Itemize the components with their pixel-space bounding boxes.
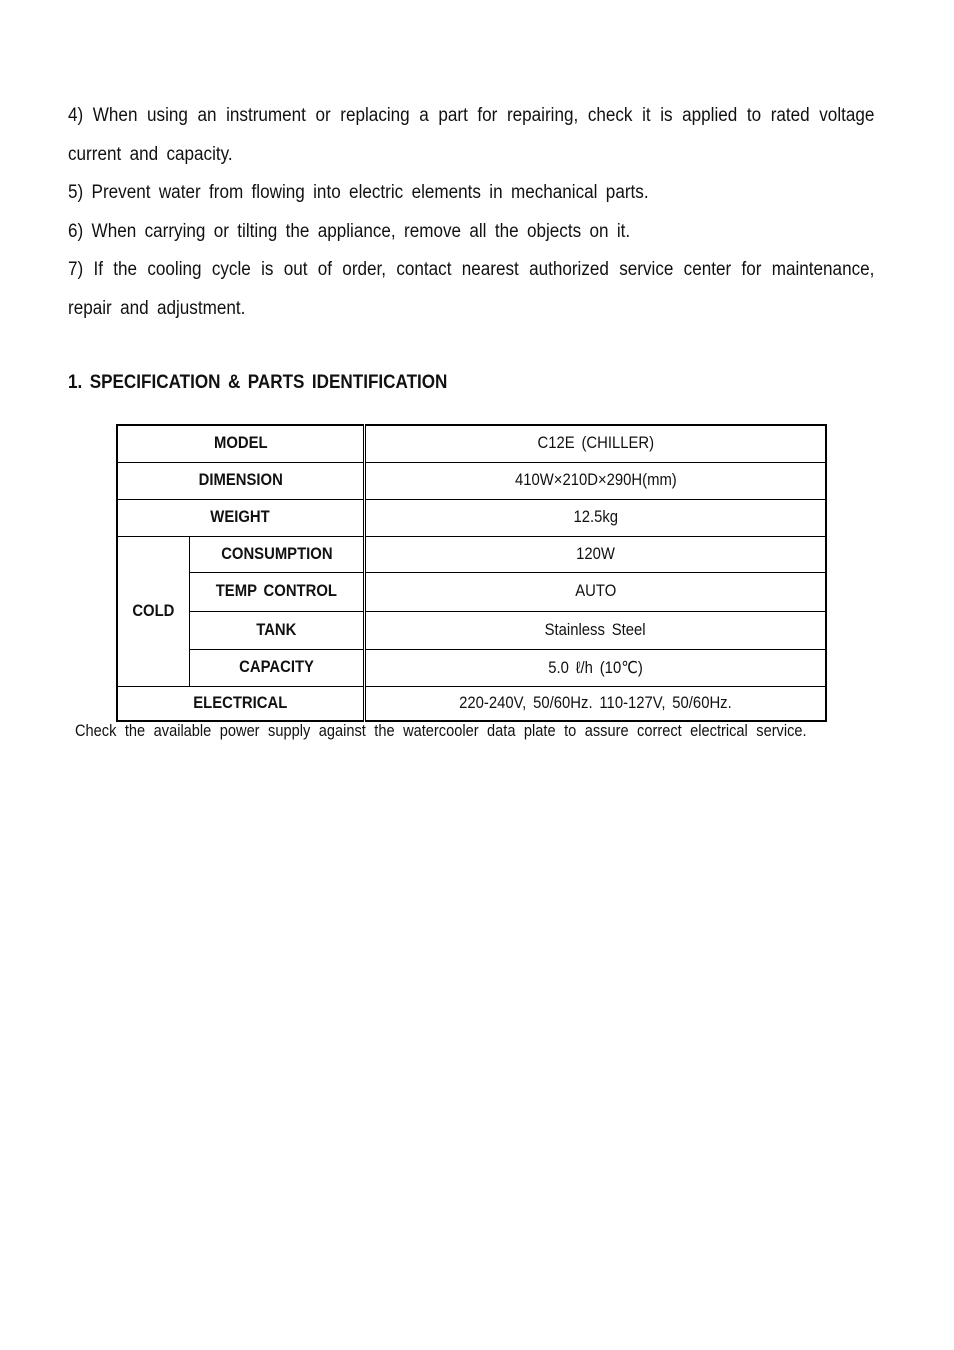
consumption-label: CONSUMPTION [220, 544, 333, 563]
specification-table [116, 424, 827, 722]
table-row [117, 425, 826, 462]
weight-label: WEIGHT [210, 508, 271, 526]
paragraph-6: 6) When carrying or tilting the appliance, remove all the objects on it. [68, 221, 631, 242]
temp-control-label-cell [190, 572, 365, 611]
dimension-value-cell [364, 462, 826, 499]
model-value-cell [364, 425, 826, 462]
model-value: C12E (CHILLER) [537, 434, 654, 453]
weight-value: 12.5kg [573, 508, 618, 526]
electrical-label-cell [117, 686, 364, 721]
table-row [117, 572, 826, 611]
cold-label: COLD [132, 601, 175, 620]
capacity-value-cell [364, 649, 826, 686]
dimension-value: 410W×210D×290H(mm) [514, 471, 677, 489]
dimension-label: DIMENSION [198, 471, 283, 489]
table-row [117, 686, 826, 721]
table-row [117, 611, 826, 649]
table-row [117, 649, 826, 686]
capacity-label-cell [190, 649, 365, 686]
capacity-label: CAPACITY [239, 658, 314, 676]
consumption-value-cell [364, 536, 826, 572]
consumption-label-cell [190, 536, 365, 572]
power-supply-note: Check the available power supply against the watercooler data plate to assure correct electrical service. [75, 722, 807, 740]
tank-value: Stainless Steel [544, 620, 646, 639]
tank-label-cell [190, 611, 365, 649]
table-row [117, 536, 826, 572]
table-row [117, 499, 826, 536]
paragraph-7: 7) If the cooling cycle is out of order, contact nearest authorized service center for maintenance, repair and adjustment. [68, 259, 875, 319]
paragraph-4: 4) When using an instrument or replacing a part for repairing, check it is applied to rated voltage current and capacity. [68, 105, 875, 165]
dimension-label-cell [117, 462, 364, 499]
table-row [117, 462, 826, 499]
tank-value-cell [364, 611, 826, 649]
electrical-value-cell [364, 686, 826, 721]
electrical-value: 220-240V, 50/60Hz. 110-127V, 50/60Hz. [459, 693, 732, 712]
capacity-value: 5.0 ℓ/h (10℃) [548, 658, 643, 677]
weight-label-cell [117, 499, 364, 536]
consumption-value: 120W [576, 544, 615, 563]
temp-control-value: AUTO [574, 582, 616, 600]
paragraph-5: 5) Prevent water from flowing into electric elements in mechanical parts. [68, 182, 649, 203]
model-label-cell [117, 425, 364, 462]
cold-label-cell [117, 536, 190, 686]
section-heading: 1. SPECIFICATION & PARTS IDENTIFICATION [68, 372, 448, 393]
temp-control-value-cell [364, 572, 826, 611]
model-label: MODEL [213, 434, 268, 453]
electrical-label: ELECTRICAL [193, 693, 288, 712]
weight-value-cell [364, 499, 826, 536]
tank-label: TANK [256, 620, 297, 639]
temp-control-label: TEMP CONTROL [215, 582, 338, 600]
